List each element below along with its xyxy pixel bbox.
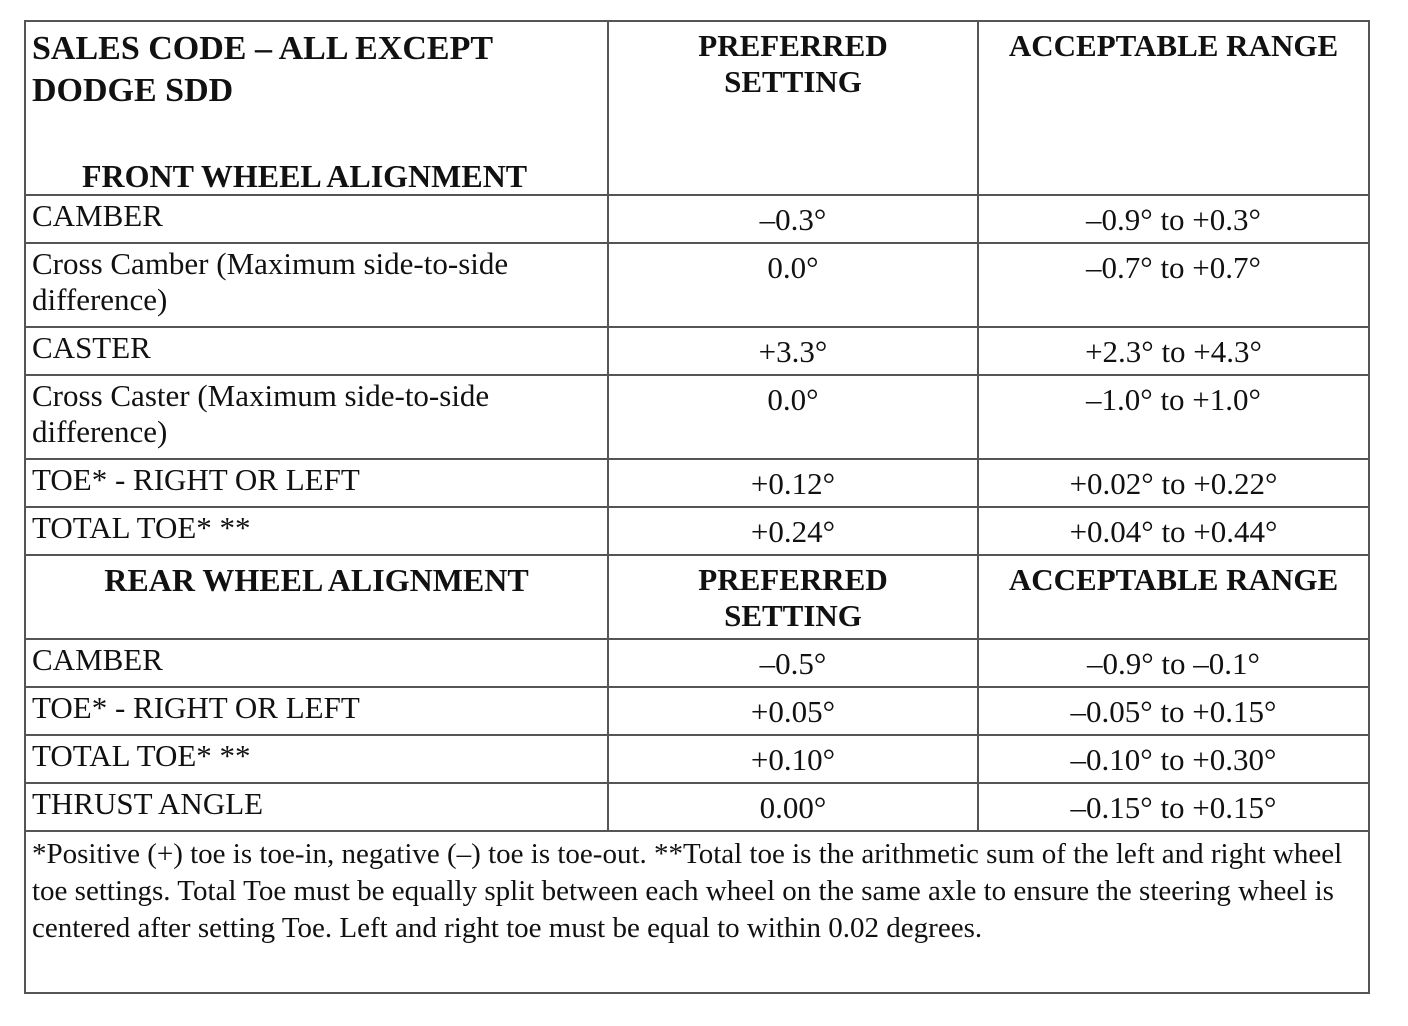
row-range: +2.3° to +4.3° <box>978 327 1369 375</box>
table-row <box>25 459 1369 507</box>
footnote: *Positive (+) toe is toe-in, negative (–) toe is toe-out. **Total toe is the arithmetic sum of the left and right wheel toe settings. Total Toe must be equally split between each wheel on the same axle to ensure the steering wheel is centered after setting Toe. Left and right toe must be equal to within 0.02 degrees. <box>25 831 1369 993</box>
row-label: Cross Caster (Maximum side-to-side difference) <box>25 375 608 459</box>
row-range: –0.10° to +0.30° <box>978 735 1369 783</box>
row-preferred: –0.3° <box>608 195 978 243</box>
row-range: +0.04° to +0.44° <box>978 507 1369 555</box>
row-range: –0.9° to +0.3° <box>978 195 1369 243</box>
row-preferred: +3.3° <box>608 327 978 375</box>
acceptable-header-cell <box>978 21 1369 195</box>
table-row <box>25 639 1369 687</box>
row-label: TOE* - RIGHT OR LEFT <box>25 687 608 735</box>
row-range: –0.15° to +0.15° <box>978 783 1369 831</box>
row-preferred: +0.24° <box>608 507 978 555</box>
row-preferred: +0.05° <box>608 687 978 735</box>
table-row <box>25 735 1369 783</box>
row-label: TOTAL TOE* ** <box>25 735 608 783</box>
row-preferred: +0.12° <box>608 459 978 507</box>
acceptable-header-label: ACCEPTABLE RANGE <box>1008 28 1339 63</box>
row-range: –0.05° to +0.15° <box>978 687 1369 735</box>
table-row <box>25 783 1369 831</box>
row-preferred: –0.5° <box>608 639 978 687</box>
table-row <box>25 375 1369 459</box>
row-label: Cross Camber (Maximum side-to-side difference) <box>25 243 608 327</box>
row-preferred: 0.0° <box>608 243 978 327</box>
preferred-header-line1: PREFERRED <box>698 28 888 63</box>
row-preferred: +0.10° <box>608 735 978 783</box>
row-label: CASTER <box>25 327 608 375</box>
table-header-row <box>25 21 1369 195</box>
preferred-header-cell <box>608 21 978 195</box>
row-range: –0.9° to –0.1° <box>978 639 1369 687</box>
preferred-header-line2: SETTING <box>724 64 862 99</box>
row-label: CAMBER <box>25 195 608 243</box>
row-preferred: 0.0° <box>608 375 978 459</box>
table-row <box>25 507 1369 555</box>
sales-code-title-line2: DODGE SDD <box>32 72 234 109</box>
rear-section-heading: REAR WHEEL ALIGNMENT <box>104 562 529 598</box>
table-row <box>25 327 1369 375</box>
table-row <box>25 243 1369 327</box>
footnote-row <box>25 831 1369 993</box>
rear-preferred-header-cell <box>608 555 978 639</box>
rear-acceptable-header-label: ACCEPTABLE RANGE <box>1008 562 1339 597</box>
front-section-heading: FRONT WHEEL ALIGNMENT <box>82 158 528 194</box>
rear-header-row <box>25 555 1369 639</box>
table-row <box>25 195 1369 243</box>
row-label: TOTAL TOE* ** <box>25 507 608 555</box>
rear-preferred-header-line2: SETTING <box>724 598 862 633</box>
rear-section-cell <box>25 555 608 639</box>
row-range: –0.7° to +0.7° <box>978 243 1369 327</box>
alignment-spec-table <box>24 20 1370 994</box>
rear-acceptable-header-cell <box>978 555 1369 639</box>
row-label: THRUST ANGLE <box>25 783 608 831</box>
row-range: –1.0° to +1.0° <box>978 375 1369 459</box>
table-row <box>25 687 1369 735</box>
sales-code-title <box>26 22 607 112</box>
row-label: CAMBER <box>25 639 608 687</box>
sales-code-title-line1: SALES CODE – ALL EXCEPT <box>32 30 494 67</box>
row-preferred: 0.00° <box>608 783 978 831</box>
row-range: +0.02° to +0.22° <box>978 459 1369 507</box>
rear-preferred-header-line1: PREFERRED <box>698 562 888 597</box>
row-label: TOE* - RIGHT OR LEFT <box>25 459 608 507</box>
sales-code-header-cell <box>25 21 608 195</box>
